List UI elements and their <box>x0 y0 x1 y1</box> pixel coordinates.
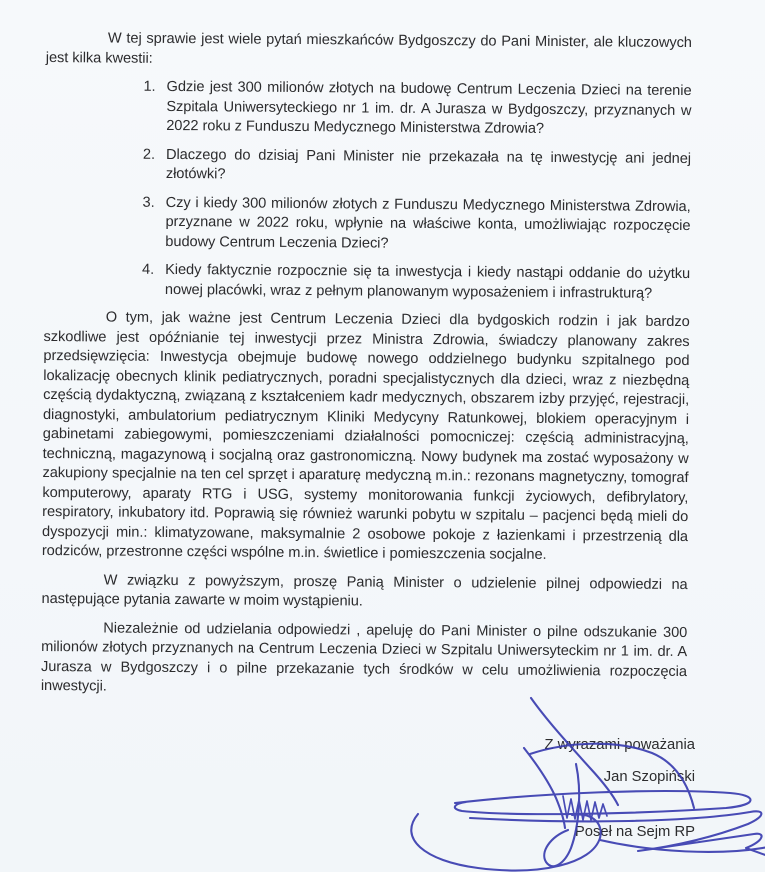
question-item-3: 3. Czy i kiedy 300 milionów złotych z Funduszu Medycznego Ministerstwa Zdrowia, przyznane w 2022 roku, wpłynie na właściwe konta, umożliwiając rozpoczęcie budowy Centrum Leczenia Dzieci? <box>158 193 690 256</box>
intro-paragraph: W tej sprawie jest wiele pytań mieszkańców Bydgoszczy do Pani Minister, ale kluczowych jest kilka kwestii: <box>45 30 692 67</box>
body-paragraph-request: W związku z powyższym, proszę Panią Minister o udzielenie pilnej odpowiedzi na następujące pytania zawarte w moim wystąpieniu. <box>41 571 688 610</box>
body-paragraph-scope: O tym, jak ważne jest Centrum Leczenia Dzieci dla bydgoskich rodzin i jak bardzo szkodliwe jest opóźnianie tej inwestycji przez Ministra Zdrowia, świadczy planowany zakres przedsięwzięcia: Inwestycja obejmuje budowę nowego oddzielnego budynku szpitalnego pod lokalizację obecnych klinik pediatrycznych, poradni specjalistycznych dla dzieci, wraz z niezbędną częścią dydaktyczną, związaną z kształceniem kadr medycznych, obszarem izby przyjęć, rejestracji, diagnostyki, ambulatorium pediatrycznym Kliniki Medycyny Ratunkowej, blokiem operacyjnym i gabinetami zabiegowymi, pomieszczeniami działalności pomocniczej: częścią administracyjną, techniczną, magazynową i socjalną oraz gastronomiczną. Nowy budynek ma zostać wyposażony w zakupiony specjalnie na ten cel sprzęt i aparaturę medyczną m.in.: rezonans magnetyczny, tomograf komputerowy, aparaty RTG i USG, systemy monitorowania funkcji życiowych, defibrylatory, respiratory, inkubatory itd. Poprawią się również warunki pobytu w szpitalu – pacjenci będą mieli do dyspozycji min.: klimatyzowane, maksymalnie 2 osobowe pokoje z łazienkami i przestrzenią dla rodziców, przestronne części wspólne m.in. świetlice i pomieszczenia socjalne. <box>41 309 690 563</box>
question-item-2: 2. Dlaczego do dzisiaj Pani Minister nie przekazała na tę inwestycję ani jednej złotówki? <box>159 145 691 188</box>
signer-name: Jan Szopiński <box>603 769 695 785</box>
signer-title: Poseł na Sejm RP <box>574 824 695 840</box>
question-item-1: 1. Gdzie jest 300 milionów złotych na budowę Centrum Leczenia Dzieci na terenie Szpitala Uniwersyteckiego nr 1 im. dr. A Jurasza w Bydgoszczy, przyznanych w 2022 roku z Funduszu Medycznego Ministerstwa Zdrowia? <box>159 78 691 141</box>
question-item-4: 4. Kiedy faktycznie rozpocznie się ta inwestycja i kiedy nastąpi oddanie do użytku nowej placówki, wraz z pełnym planowanym wyposażeniem i infrastrukturą? <box>158 261 690 304</box>
body-paragraph-appeal: Niezależnie od udzielania odpowiedzi , apeluję do Pani Minister o pilne odszukanie 300 milionów złotych przyznanych na Centrum Leczenia Dzieci w Szpitalu Uniwersyteckim nr 1 im. dr. A Jurasza w Bydgoszczy i o pilne przekazanie tych środków w celu umożliwienia rozpoczęcia inwestycji. <box>40 619 688 695</box>
signature-block <box>375 736 695 842</box>
questions-list <box>44 77 692 304</box>
closing-line: Z wyrazami poważania <box>544 737 695 753</box>
